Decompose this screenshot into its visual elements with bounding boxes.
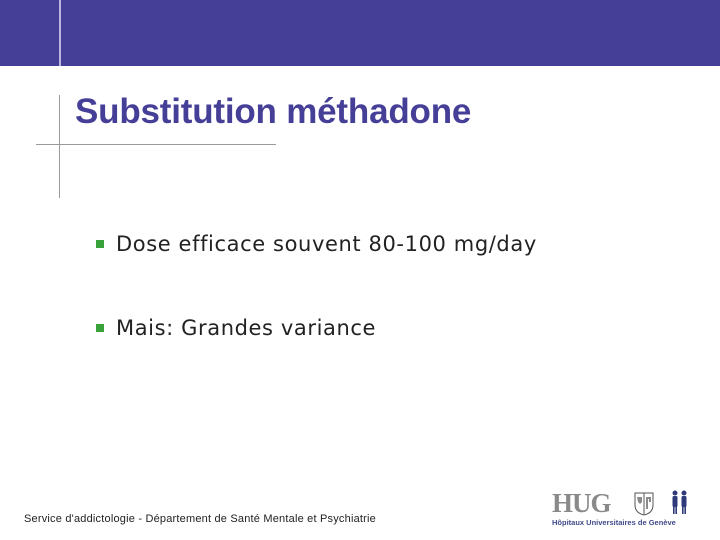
bullet-item: [96, 316, 376, 340]
bullet-text: Dose efficace souvent 80-100 mg/day: [116, 232, 537, 256]
bullet-square-icon: [96, 240, 104, 248]
people-figures-icon: [670, 490, 690, 516]
bullet-square-icon: [96, 324, 104, 332]
geneva-crest-icon: [634, 492, 654, 516]
slide-footer: Service d'addictologie - Département de Santé Mentale et Psychiatrie: [24, 513, 376, 525]
header-band-divider: [59, 0, 61, 66]
bullet-text: Mais: Grandes variance: [116, 316, 377, 340]
logo-subtitle: Hôpitaux Universitaires de Genève: [552, 518, 676, 527]
logo-wordmark: HUG: [552, 488, 611, 518]
title-cross-vertical-line: [59, 95, 60, 198]
title-cross-horizontal-line: [36, 144, 276, 145]
hug-logo: [552, 490, 692, 530]
slide-title: Substitution méthadone: [75, 92, 472, 131]
header-band: [0, 0, 720, 66]
bullet-item: [96, 232, 537, 256]
